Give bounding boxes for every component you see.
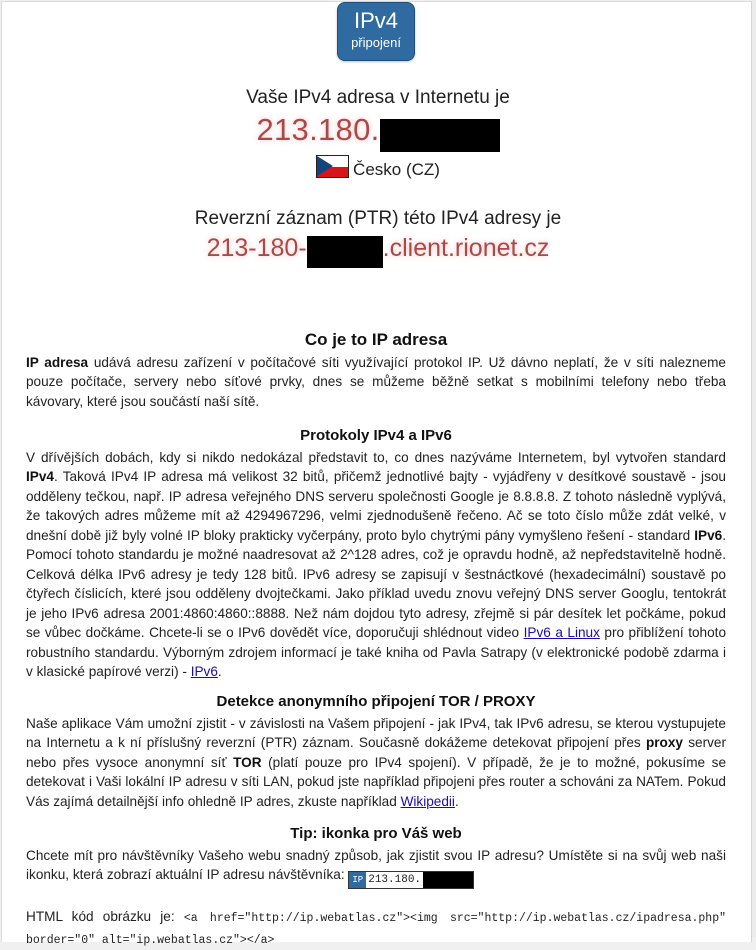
czech-flag-icon: [316, 155, 349, 178]
ptr-prefix: 213-180-: [206, 234, 307, 262]
section-tip: [26, 824, 726, 950]
ptr-suffix: .client.rionet.cz: [382, 234, 550, 262]
redacted-block: [380, 119, 500, 152]
bold-term: IPv6: [694, 527, 723, 543]
section-title: Tip: ikonka pro Váš web: [290, 825, 462, 842]
badge-title: IPv4: [353, 8, 399, 33]
ptr-row: [0, 234, 756, 268]
section-text: [26, 448, 726, 682]
badge-subtitle: připojení: [351, 35, 401, 50]
text: udává adresu zařízení v počítačové síti využívající protokol IP. Už dávno neplatí, že v síti nalezneme pouze počítače, servery nebo síťové prvky, dnes se můžeme běžně setkat s mobilními telefony nebo třeba kávovary, které jsou součástí naší sítě.: [26, 354, 726, 409]
section-text: [26, 846, 726, 890]
bold-term: proxy: [645, 735, 683, 750]
ipv4-connection-badge[interactable]: [337, 2, 415, 61]
redacted-block: [307, 236, 383, 268]
ipv4-address-row: [0, 112, 756, 152]
text: .: [217, 664, 222, 679]
ipv6-book-link[interactable]: IPv6: [190, 664, 218, 679]
section-what-is-ip: [26, 330, 726, 411]
section-text: [26, 353, 726, 412]
country-label: Česko (CZ): [353, 160, 440, 179]
section-text: [26, 714, 726, 812]
text: pro přiblížení tohoto robustního standardu. Výborným zdrojem informací je také kniha od Pavla Satrapy (v elektronické podobě zdarma i v klasické papírové verzi) -: [26, 625, 726, 679]
bold-term: TOR: [233, 754, 262, 770]
text: .: [454, 793, 459, 809]
bold-term: IP adresa: [26, 354, 89, 370]
code-row: [26, 907, 726, 950]
section-title: Co je to IP adresa: [304, 330, 448, 349]
section-protocols: [26, 426, 726, 682]
ipv6-linux-video-link[interactable]: IPv6 a Linux: [523, 625, 600, 640]
text: . Pomocí tohoto standardu je možné naadresovat až 2^128 adres, což je opravdu hodně, až nepředstavitelně hodně. Celková délka IPv6 adresy je tedy 128 bitů. IPv6 adresy se zapisují v šestnáctkové (hexadecimální) soustavě po čtyřech číslicích, které jsou odděleny dvojtečkami. Jako příklad uvedu znovu veřejný DNS server Googlu, tentokrát je jeho IPv6 adresa 2001:4860:4860::8888. Než nám dojdou tyto adresy, zřejmě si pár desítek let počkáme, pokud se vůbec dočkáme. Chcete-li se o IPv6 dovědět více, doporučuji shlédnout video: [26, 527, 726, 640]
code-label: HTML kód obrázku je:: [26, 909, 184, 924]
ip-badge-image[interactable]: [348, 871, 474, 889]
country-row: [0, 155, 756, 180]
section-detection: [26, 692, 726, 811]
ipv4-address: 213.180.: [256, 112, 380, 147]
text: Chcete mít pro návštěvníky Vašeho webu snadný způsob, jak zjistit svou IP adresu? Umístěte si na svůj web naši ikonku, která zobrazí aktuální IP adresu návštěvníka:: [26, 847, 726, 882]
section-title: Protokoly IPv4 a IPv6: [300, 427, 452, 444]
text: server nebo přes vysoce anonymní síť: [26, 735, 726, 770]
text: (platí pouze pro IPv4 spojení). V případě, že je to možné, pokusíme se detekovat i Vaši lokální IP adresu v síti LAN, pokud jste například připojeni přes router a schováni za NATem. Pokud Vás zajímá detailnější info ohledně IP adres, zkuste například: [26, 754, 727, 809]
text: Naše aplikace Vám umožní zjistit - v závislosti na Vašem připojení - jak IPv4, tak IPv6 adresu, se kterou vystupujete na Internetu a k ní příslušný reverzní (PTR) záznam. Současně dokážeme detekovat připojení přes: [26, 715, 726, 750]
section-title: Detekce anonymního připojení TOR / PROXY: [216, 693, 536, 710]
ipv4-lead: Vaše IPv4 adresa v Internetu je: [246, 87, 510, 108]
ip-badge-value: 213.180.: [368, 874, 422, 886]
text: V dřívějších dobách, kdy si nikdo nedokázal představit to, co dnes nazýváme Internetem, byl vytvořen standard: [26, 449, 726, 465]
redacted-block: [423, 872, 473, 888]
ptr-lead: Reverzní záznam (PTR) této IPv4 adresy je: [194, 208, 562, 229]
ip-badge-tag: IP: [349, 872, 366, 888]
text: . Taková IPv4 IP adresa má velikost 32 bitů, přičemž jednotlivé bajty - vyjádřeny v desítkové soustavě - jsou odděleny tečkou, např. IP adresa veřejného DNS serveru společnosti Google je 8.8.8.8. Z tohoto následně vyplývá, že takových adres můžeme mít až 4294967296, velmi zjednodušeně řečeno. Ač se toto číslo může zdát velké, v dnešní době již byly volné IP bloky prakticky vyčerpány, proto bylo chytrými pány vymyšleno řešení - standard: [26, 469, 726, 543]
wikipedia-link[interactable]: Wikipedii: [400, 793, 455, 809]
bold-term: IPv4: [26, 469, 54, 484]
html-code-snippet[interactable]: <a href="http://ip.webatlas.cz"><img src="http://ip.webatlas.cz/ipadresa.php" border="0" alt="ip.webatlas.cz"></a>: [26, 912, 727, 947]
